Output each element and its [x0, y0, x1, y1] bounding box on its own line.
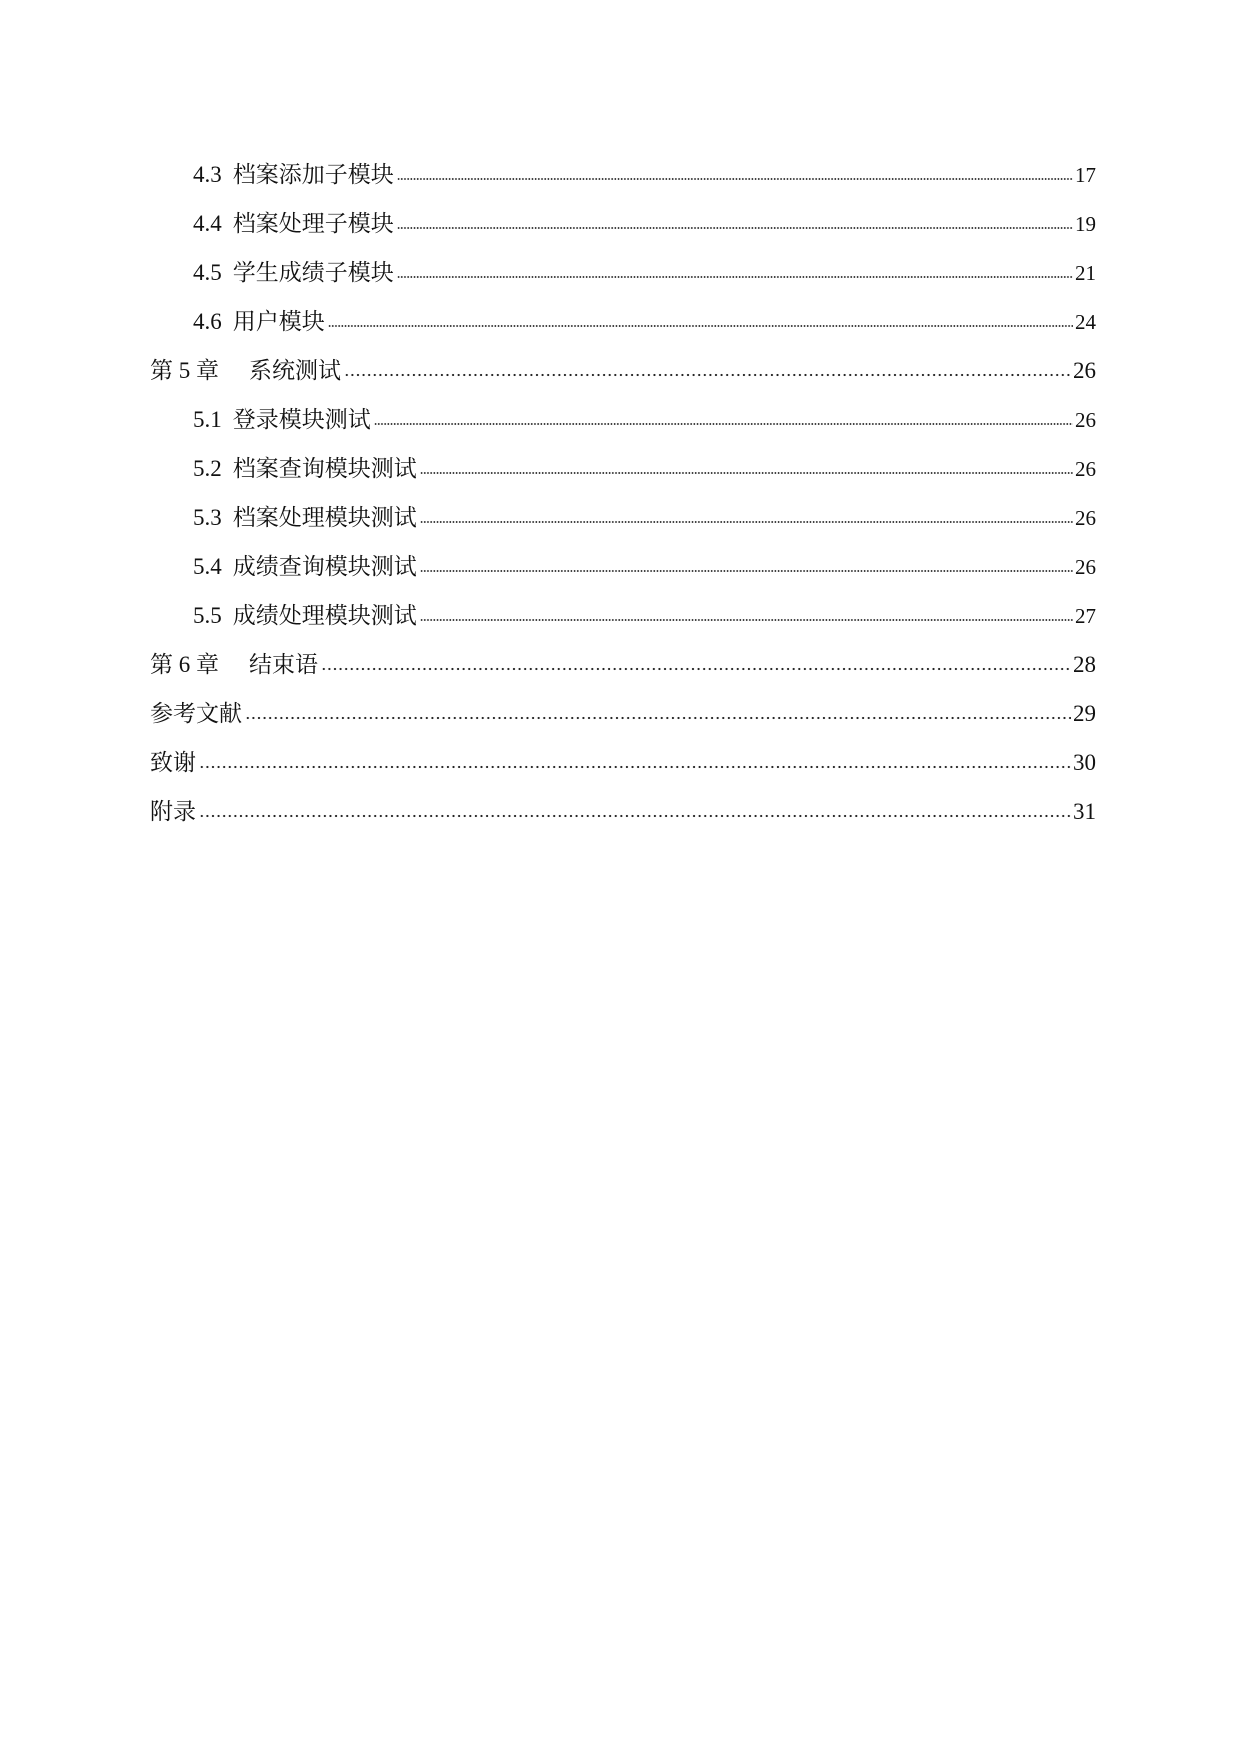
toc-entry [150, 591, 1096, 640]
toc-chapter-entry [150, 346, 1096, 395]
toc-entry-number: 4.3 [193, 162, 222, 187]
toc-entry-number: 5.3 [193, 505, 222, 530]
toc-dot-leader [420, 568, 1073, 574]
toc-page-number: 21 [1075, 261, 1096, 285]
toc-entry-number: 5.2 [193, 456, 222, 481]
toc-page-number: 29 [1073, 701, 1096, 726]
toc-page-number: 19 [1075, 212, 1096, 236]
toc-dot-leader [199, 764, 1071, 770]
toc-dot-leader [397, 274, 1073, 280]
toc-entry-title: 档案添加子模块 [232, 162, 394, 187]
toc-entry [150, 493, 1096, 542]
toc-entry [150, 297, 1096, 346]
toc-dot-leader [199, 813, 1071, 819]
toc-chapter-number: 第 6 章 [150, 652, 219, 677]
toc-entry-title: 成绩处理模块测试 [232, 603, 417, 628]
toc-chapter-title: 参考文献 [150, 701, 242, 726]
toc-entry-number: 5.1 [193, 407, 222, 432]
toc-chapter-entry [150, 787, 1096, 836]
toc-page-number: 26 [1075, 408, 1096, 432]
toc-chapter-title: 系统测试 [249, 358, 341, 383]
toc-chapter-title: 结束语 [249, 652, 318, 677]
toc-entry-title: 用户模块 [232, 309, 325, 334]
toc-dot-leader [328, 323, 1073, 329]
toc-dot-leader [397, 225, 1073, 231]
toc-dot-leader [321, 666, 1071, 672]
toc-page-number: 17 [1075, 163, 1096, 187]
toc-entry-number: 5.5 [193, 603, 222, 628]
toc-page-number: 28 [1073, 652, 1096, 677]
toc-chapter-entry [150, 689, 1096, 738]
toc-page-number: 30 [1073, 750, 1096, 775]
toc-entry-number: 4.5 [193, 260, 222, 285]
toc-page-number: 26 [1075, 555, 1096, 579]
toc-dot-leader [374, 421, 1073, 427]
toc-entry-title: 成绩查询模块测试 [232, 554, 417, 579]
toc-entry-number: 4.6 [193, 309, 222, 334]
toc-entry-title: 档案处理子模块 [232, 211, 394, 236]
toc-entry-title: 档案处理模块测试 [232, 505, 417, 530]
toc-entry-title: 登录模块测试 [232, 407, 371, 432]
toc-entry [150, 199, 1096, 248]
toc-page-number: 26 [1073, 358, 1096, 383]
table-of-contents [150, 150, 1096, 836]
toc-entry [150, 150, 1096, 199]
toc-entry [150, 542, 1096, 591]
toc-entry-title: 档案查询模块测试 [232, 456, 417, 481]
toc-dot-leader [420, 519, 1073, 525]
toc-entry [150, 444, 1096, 493]
toc-dot-leader [420, 470, 1073, 476]
toc-dot-leader [344, 372, 1071, 378]
toc-chapter-number: 第 5 章 [150, 358, 219, 383]
toc-chapter-title: 致谢 [150, 750, 196, 775]
toc-entry [150, 395, 1096, 444]
toc-page-number: 27 [1075, 604, 1096, 628]
toc-dot-leader [397, 176, 1073, 182]
toc-dot-leader [420, 617, 1073, 623]
toc-chapter-entry [150, 640, 1096, 689]
toc-page-number: 26 [1075, 457, 1096, 481]
toc-page-number: 24 [1075, 310, 1096, 334]
toc-dot-leader [245, 715, 1071, 721]
toc-page-number: 31 [1073, 799, 1096, 824]
toc-entry-number: 5.4 [193, 554, 222, 579]
toc-entry [150, 248, 1096, 297]
toc-entry-number: 4.4 [193, 211, 222, 236]
toc-chapter-title: 附录 [150, 799, 196, 824]
toc-page-number: 26 [1075, 506, 1096, 530]
toc-entry-title: 学生成绩子模块 [232, 260, 394, 285]
toc-chapter-entry [150, 738, 1096, 787]
